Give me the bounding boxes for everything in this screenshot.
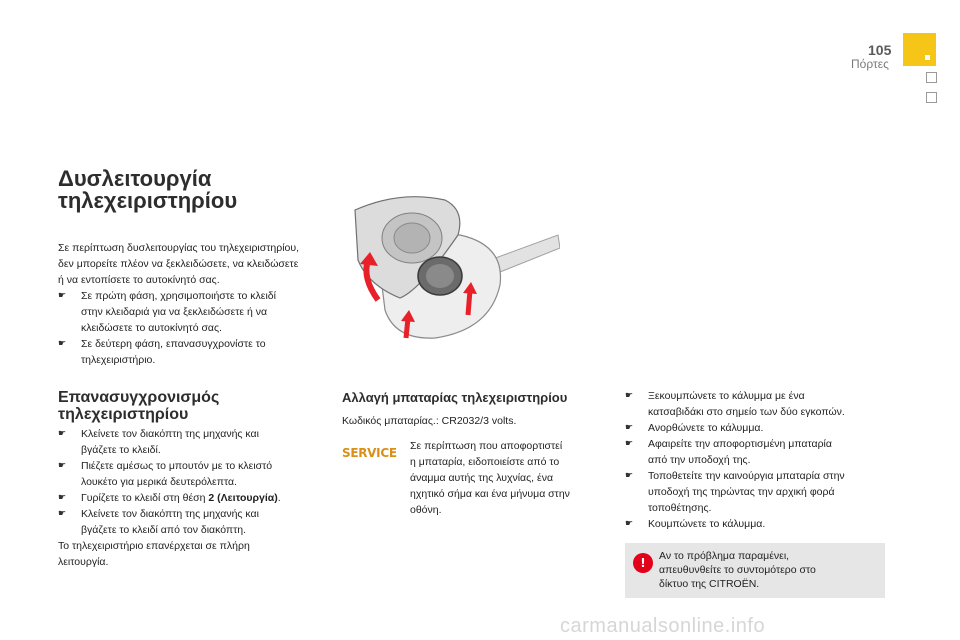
chapter-tab[interactable] [926, 92, 937, 103]
bullet-item: ☛ Σε πρώτη φάση, χρησιμοποιήστε το κλειδί στην κλειδαριά για να ξεκλειδώσετε ή να κλειδώσετε το αυτοκίνητό σας. [58, 288, 338, 336]
battery-code: Κωδικός μπαταρίας.: CR2032/3 volts. [342, 415, 517, 427]
bullet-item: ☛ Κλείνετε τον διακόπτη της μηχανής και βγάζετε το κλειδί από τον διακόπτη. [58, 506, 338, 538]
resync-title: Επανασυγχρονισμός τηλεχειριστηρίου [58, 389, 220, 423]
remote-key-illustration [340, 190, 560, 345]
bullet-item: ☛ Κλείνετε τον διακόπτη της μηχανής και βγάζετε το κλειδί. [58, 426, 338, 458]
bullet-item: ☛ Γυρίζετε το κλειδί στη θέση 2 (Λειτουργία). [58, 490, 338, 506]
malfunction-intro: Σε περίπτωση δυσλειτουργίας του τηλεχειριστηρίου, δεν μπορείτε πλέον να ξεκλειδώσετε, να κλειδώσετε ή να εντοπίσετε το αυτοκίνητό σας. ☛ Σε πρώτη φάση, χρησιμοποιήστε το κλειδί στην κλειδαριά για να ξεκλειδώσετε ή να κλειδώσετε το αυτοκίνητό σας. ☛ Σε δεύτερη φάση, επανασυγχρονίστε το τηλεχειριστήριο. [58, 240, 338, 368]
bullet-item: ☛ Κουμπώνετε το κάλυμμα. [625, 516, 900, 532]
bullet-item: ☛ Πιέζετε αμέσως το μπουτόν με το κλειστό λουκέτο για μερικά δευτερόλεπτα. [58, 458, 338, 490]
bullet-item: ☛ Ανορθώνετε το κάλυμμα. [625, 420, 900, 436]
bullet-item: ☛ Τοποθετείτε την καινούργια μπαταρία στην υποδοχή της τηρώντας την αρχική φορά τοποθέτησης. [625, 468, 900, 516]
service-description: Σε περίπτωση που αποφορτιστεί η μπαταρία, ειδοποιείστε από το άναμμα αυτής της λυχνίας, ένα ηχητικό σήμα και ένα μήνυμα στην οθόνη. [410, 440, 570, 516]
battery-steps [625, 388, 900, 532]
bullet-item: ☛ Αφαιρείτε την αποφορτισμένη μπαταρία από την υποδοχή της. [625, 436, 900, 468]
service-warning-icon: SERVICE [342, 446, 397, 460]
chapter-tab[interactable] [926, 72, 937, 83]
malfunction-title: Δυσλειτουργία τηλεχειριστηρίου [58, 166, 238, 213]
section-title: Πόρτες [851, 57, 889, 71]
bullet-item: ☛ Σε δεύτερη φάση, επανασυγχρονίστε το τηλεχειριστήριο. [58, 336, 338, 368]
warning-note: ! Αν το πρόβλημα παραμένει, απευθυνθείτε το συντομότερο στο δίκτυο της CITROËN. [625, 543, 885, 598]
resync-steps: ☛ Κλείνετε τον διακόπτη της μηχανής και βγάζετε το κλειδί. ☛ Πιέζετε αμέσως το μπουτόν με το κλειστό λουκέτο για μερικά δευτερόλεπτα. ☛ Γυρίζετε το κλειδί στη θέση 2 (Λειτουργία). ☛ Κλείνετε τον διακόπτη της μηχανής και βγάζετε το κλειδί από τον διακόπτη. Το τηλεχειριστήριο επανέρχεται σε πλήρη λειτουργία. [58, 426, 338, 570]
page-number: 105 [868, 42, 892, 58]
battery-title: Αλλαγή μπαταρίας τηλεχειριστηρίου [342, 390, 568, 405]
warning-icon: ! [633, 553, 653, 573]
chapter-tab-active[interactable] [903, 33, 936, 66]
bullet-item: ☛ Ξεκουμπώνετε το κάλυμμα με ένα κατσαβιδάκι στο σημείο των δύο εγκοπών. [625, 388, 900, 420]
watermark: carmanualsonline.info [560, 615, 766, 637]
